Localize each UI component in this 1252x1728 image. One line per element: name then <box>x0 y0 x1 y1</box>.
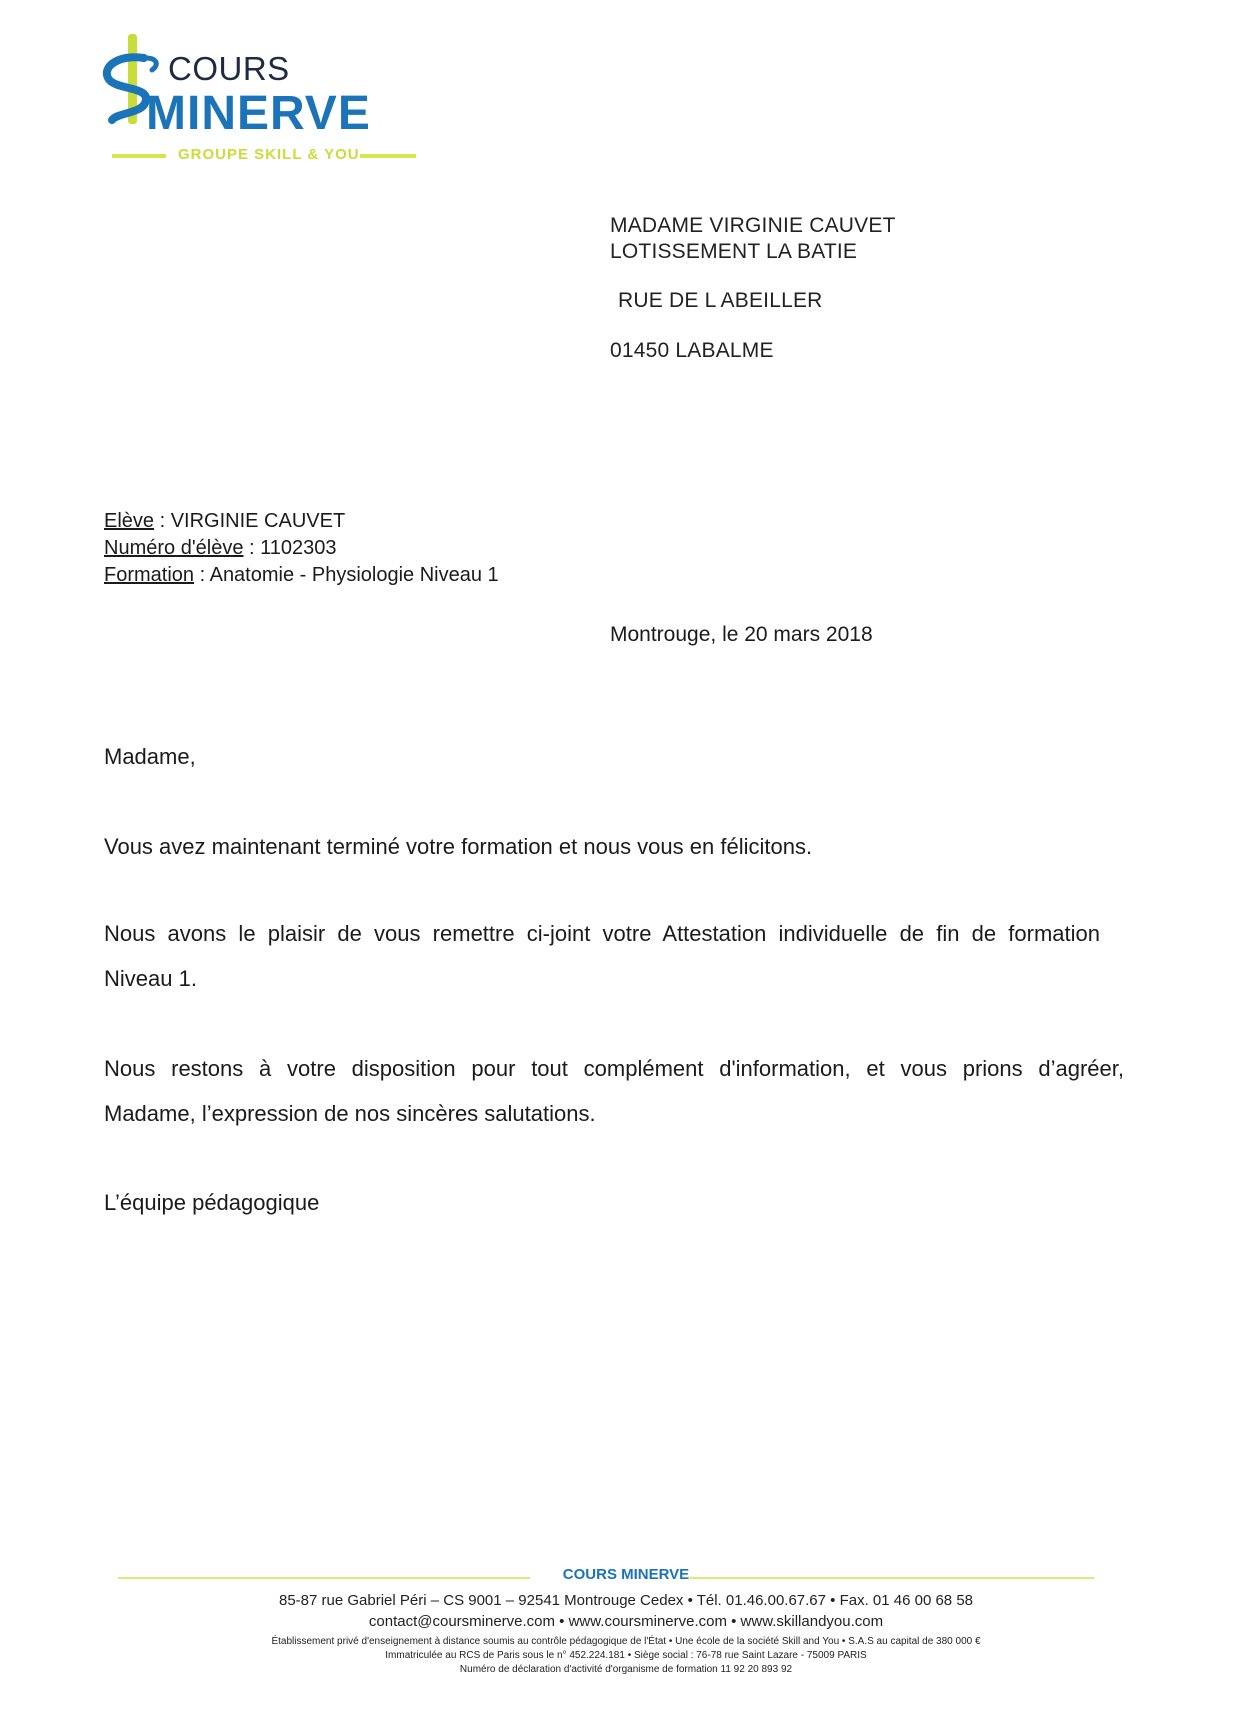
student-name-line <box>104 510 345 533</box>
footer-rule-right <box>690 1577 1094 1579</box>
student-number-label: Numéro d'élève <box>104 537 244 559</box>
student-label: Elève <box>104 510 155 532</box>
footer-legal-3: Numéro de déclaration d'activité d'organisme de formation 11 92 20 893 92 <box>459 1664 793 1675</box>
footer-contact: contact@coursminerve.com • www.coursminerve.com • www.skillandyou.com <box>368 1613 884 1630</box>
logo-text-cours: COURS <box>168 50 290 87</box>
recipient-address-line2: LOTISSEMENT LA BATIE <box>610 240 858 263</box>
logo-tagline: GROUPE SKILL & YOU <box>178 146 360 163</box>
logo-text-minerve: MINERVE <box>146 87 371 140</box>
footer-address: 85-87 rue Gabriel Péri – CS 9001 – 92541 Montrouge Cedex • Tél. 01.46.00.67.67 • Fax. 01 46 00 68 58 <box>278 1592 974 1609</box>
recipient-address-line3: RUE DE L ABEILLER <box>618 289 823 312</box>
logo-snake <box>107 57 146 120</box>
student-number-line <box>104 537 337 560</box>
course-name: : Anatomie - Physiologie Niveau 1 <box>194 564 499 586</box>
letter-salutation: Madame, <box>104 744 196 769</box>
course-line <box>104 564 499 587</box>
recipient-name: MADAME VIRGINIE CAUVET <box>610 214 896 237</box>
footer-legal-1: Établissement privé d'enseignement à distance soumis au contrôle pédagogique de l'État • Une école de la société Skill and You • S.A.S au capital de 380 000 € <box>271 1636 981 1647</box>
recipient-postal-city: 01450 LABALME <box>610 339 774 362</box>
footer-title: COURS MINERVE <box>562 1566 690 1583</box>
logo-tagline-rule-right <box>360 154 416 158</box>
student-number: : 1102303 <box>243 537 337 559</box>
letter-paragraph-2-line1: Nous avons le plaisir de vous remettre ci-joint votre Attestation individuelle de fin de formation <box>104 921 1100 946</box>
logo-snake-head <box>146 58 156 70</box>
letter-date: Montrouge, le 20 mars 2018 <box>610 623 873 646</box>
letter-paragraph-1: Vous avez maintenant terminé votre formation et nous vous en félicitons. <box>104 834 813 859</box>
letter-paragraph-3-line1: Nous restons à votre disposition pour tout complément d'information, et vous prions d’agréer, <box>104 1056 1124 1081</box>
letter-paragraph-2-line2: Niveau 1. <box>104 966 197 991</box>
logo-tagline-rule-left <box>112 154 166 158</box>
letter-paragraph-3-line2: Madame, l’expression de nos sincères salutations. <box>104 1101 596 1126</box>
footer-legal-2: Immatriculée au RCS de Paris sous le n° 452.224.181 • Siège social : 76-78 rue Saint Lazare - 75009 PARIS <box>385 1650 867 1661</box>
course-label: Formation <box>104 564 195 586</box>
letter-signature: L’équipe pédagogique <box>104 1190 320 1215</box>
student-name: : VIRGINIE CAUVET <box>154 510 346 532</box>
